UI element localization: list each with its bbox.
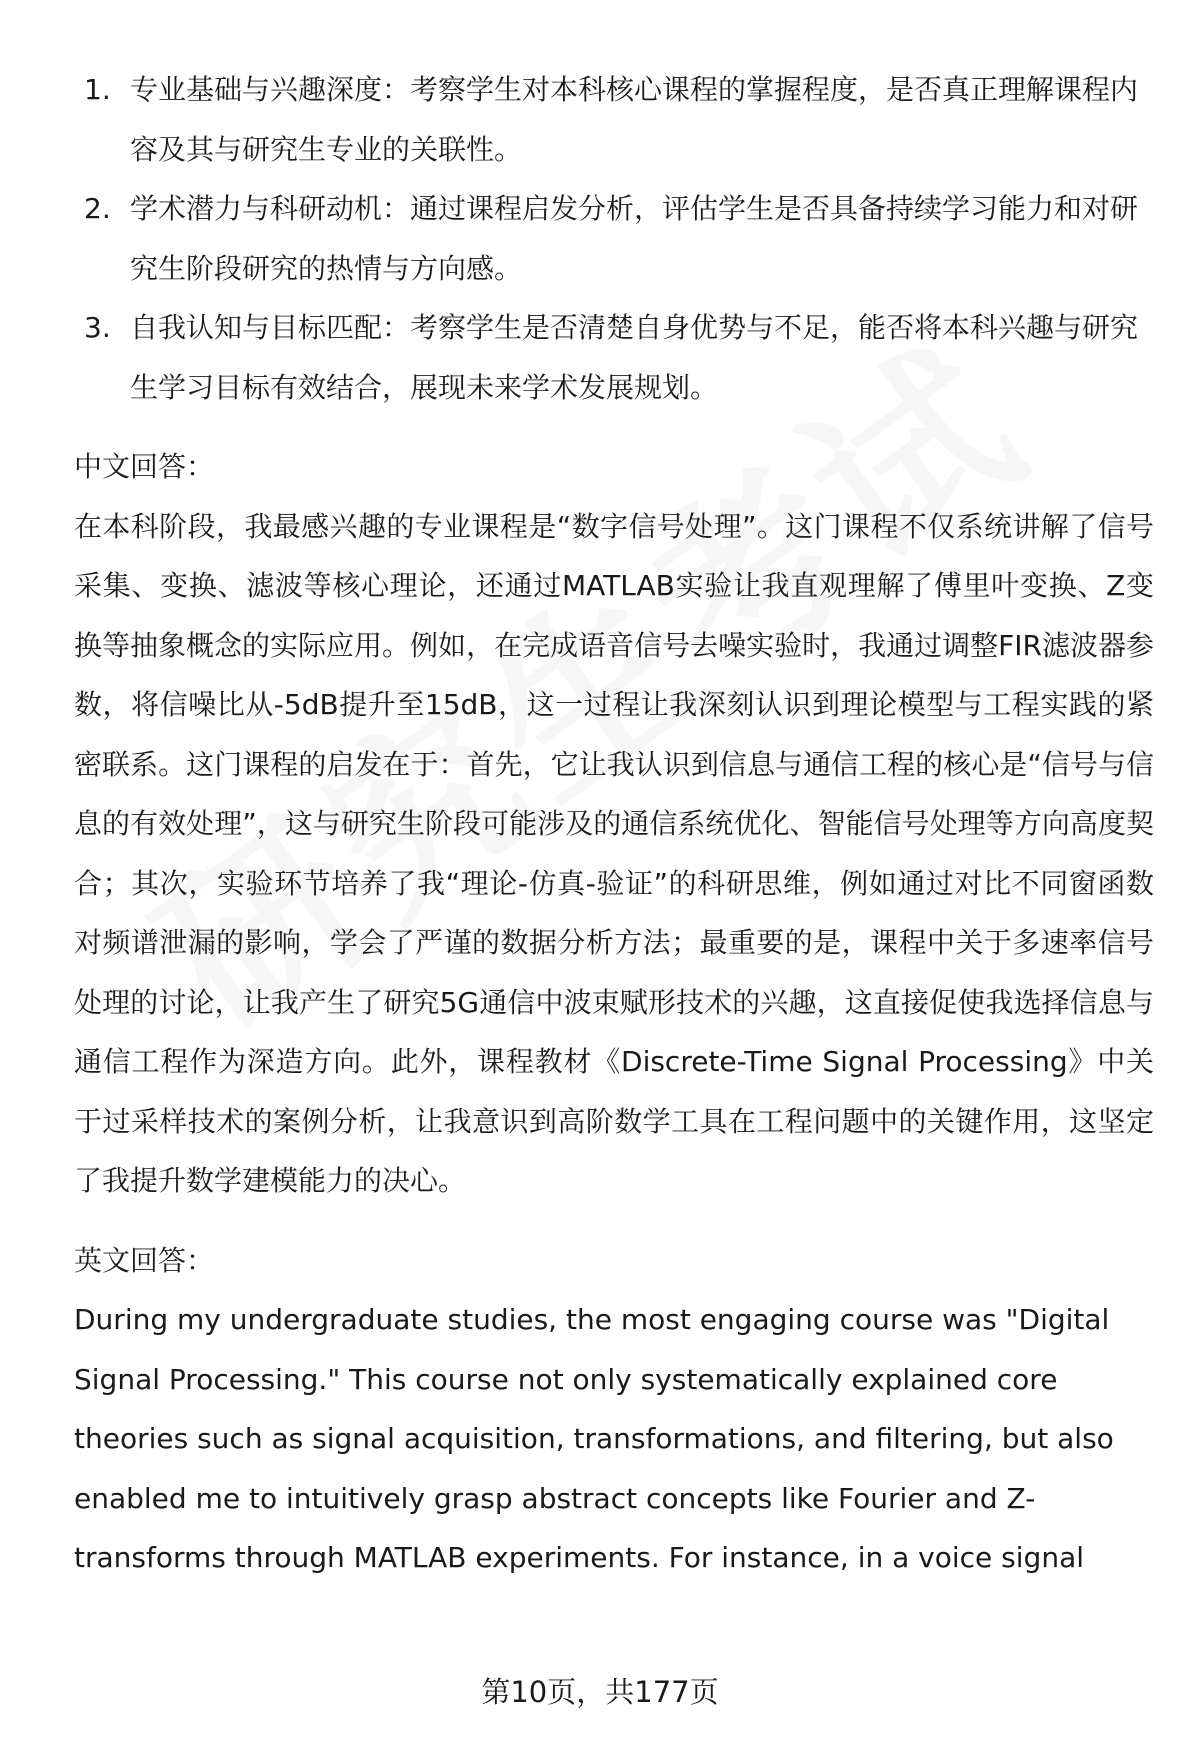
english-answer-text: During my undergraduate studies, the most engaging course was "Digital Signal Processing." This course not only systematically explained core theories such as signal acquisition, transformations, and filtering, but also enabled me to intuitively grasp abstract concepts like Fourier and Z-transforms through MATLAB experiments. For instance, in a voice signal <box>74 1303 1114 1574</box>
page-content <box>74 60 1154 1588</box>
list-item-text: 专业基础与兴趣深度：考察学生对本科核心课程的掌握程度，是否真正理解课程内容及其与研究生专业的关联性。 <box>130 73 1139 166</box>
list-item <box>74 179 1154 298</box>
list-item-number: 2. <box>84 192 111 225</box>
english-answer-label: 英文回答： <box>74 1243 215 1277</box>
list-item-text: 自我认知与目标匹配：考察学生是否清楚自身优势与不足，能否将本科兴趣与研究生学习目标有效结合，展现未来学术发展规划。 <box>130 311 1139 404</box>
list-item-number: 3. <box>84 311 111 344</box>
list-item <box>74 298 1154 417</box>
page-number-footer: 第10页，共177页 <box>481 1675 719 1709</box>
list-item-number: 1. <box>84 73 111 106</box>
chinese-answer-text: 在本科阶段，我最感兴趣的专业课程是“数字信号处理”。这门课程不仅系统讲解了信号采集、变换、滤波等核心理论，还通过MATLAB实验让我直观理解了傅里叶变换、Z变换等抽象概念的实际应用。例如，在完成语音信号去噪实验时，我通过调整FIR滤波器参数，将信噪比从-5dB提升至15dB，这一过程让我深刻认识到理论模型与工程实践的紧密联系。这门课程的启发在于：首先，它让我认识到信息与通信工程的核心是“信号与信息的有效处理”，这与研究生阶段可能涉及的通信系统优化、智能信号处理等方向高度契合；其次，实验环节培养了我“理论-仿真-验证”的科研思维，例如通过对比不同窗函数对频谱泄漏的影响，学会了严谨的数据分析方法；最重要的是，课程中关于多速率信号处理的讨论，让我产生了研究5G通信中波束赋形技术的兴趣，这直接促使我选择信息与通信工程作为深造方向。此外，课程教材《Discrete-Time Signal Processing》中关于过采样技术的案例分析，让我意识到高阶数学工具在工程问题中的关键作用，这坚定了我提升数学建模能力的决心。 <box>74 509 1154 1197</box>
list-item <box>74 60 1154 179</box>
evaluation-criteria-list <box>74 60 1154 417</box>
list-item-text: 学术潜力与科研动机：通过课程启发分析，评估学生是否具备持续学习能力和对研究生阶段研究的热情与方向感。 <box>130 192 1139 285</box>
chinese-answer-label: 中文回答： <box>74 450 215 483</box>
